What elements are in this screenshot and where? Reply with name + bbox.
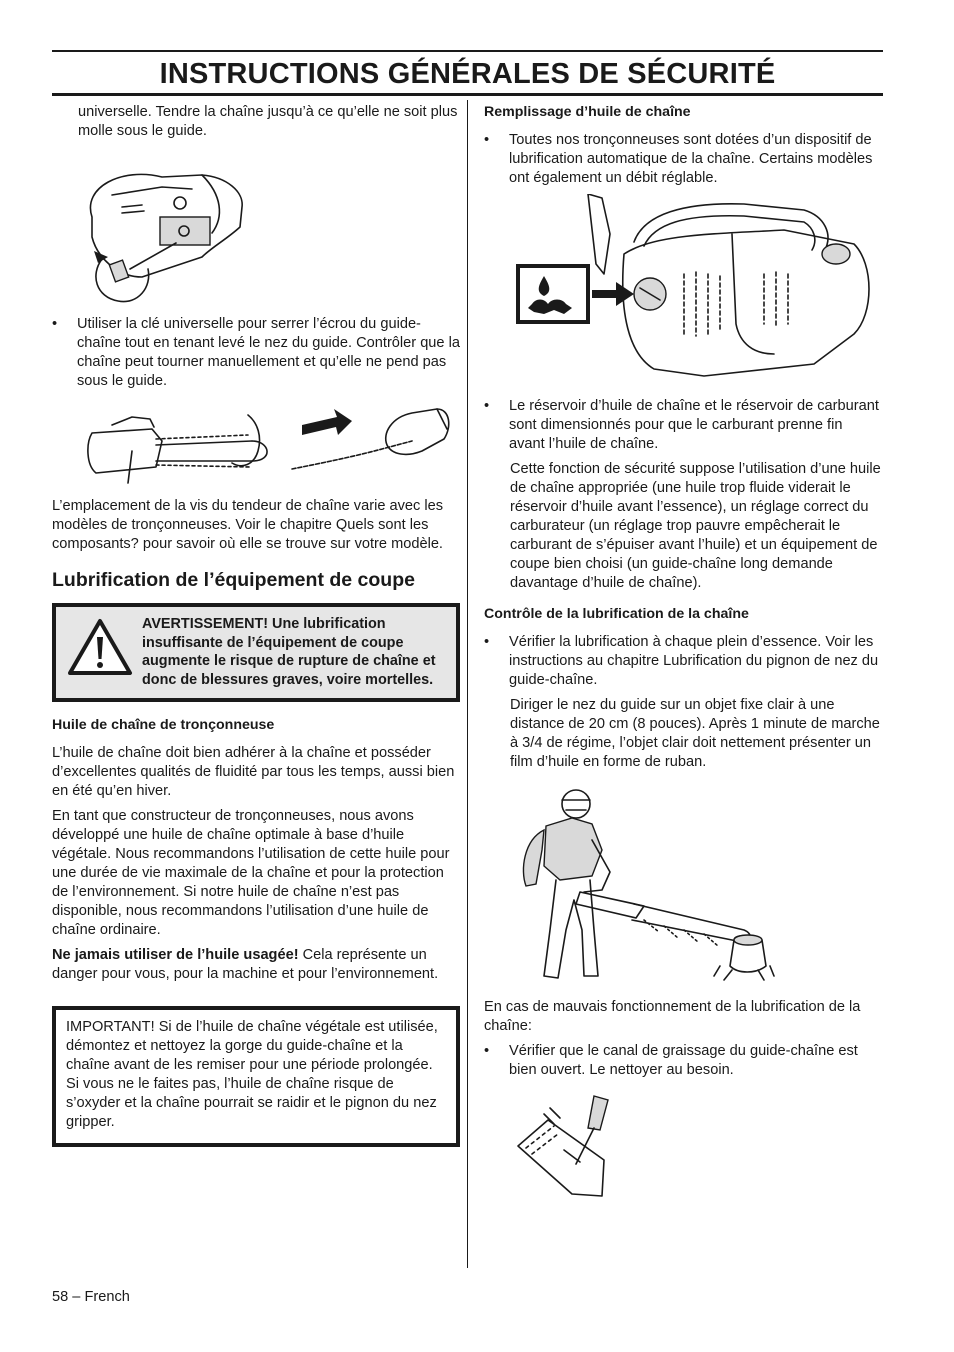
continued-paragraph: universelle. Tendre la chaîne jusqu’à ce qu’elle ne soit plus molle sous le guide. [78, 104, 458, 139]
chain-oil-paragraph-2: En tant que constructeur de tronçonneuses, nous avons développé une huile de chaîne optimale à base d’huile végétale. Nous recommandons l’utilisation de cette huile pour une durée de vie maximale de la chaîne et pour la protection de l’environnement. Si notre huile de chaîne n’est pas disponible, nous recommandons l’utilisation d’une huile de chaîne ordinaire. [52, 808, 450, 938]
chain-oil-paragraph-1: L’huile de chaîne doit bien adhérer à la chaîne et posséder d’excellentes qualités de fluidité par tous les temps, aussi bien en été qu’en hiver. [52, 745, 455, 799]
used-oil-rest: Cela représente un danger pour vous, pour la machine et pour l’environnement. [52, 947, 439, 982]
chain-tension-illustration [52, 147, 460, 307]
screw-location-paragraph: L’emplacement de la vis du tendeur de chaîne varie avec les modèles de tronçonneuses. Voir le chapitre Quels sont les composants? pour savoir où elle se trouve sur votre modèle. [52, 498, 444, 552]
header-rule-bottom [52, 93, 883, 96]
lubrication-section-title: Lubrification de l’équipement de coupe [52, 569, 415, 591]
warning-box [52, 603, 460, 702]
check-lubrication-bullet: • Vérifier la lubrification à chaque plein d’essence. Voir les instructions au chapitre Lubrification du pignon de nez du guide-chaîne. [484, 633, 882, 690]
safety-function-paragraph: Cette fonction de sécurité suppose l’utilisation d’une huile de chaîne appropriée (une huile trop fluide viderait le réservoir d’huile avant l’essence), un réglage correct du carburateur (un réglage trop pauvre empêcherait le carburant de s’épuiser avant l’huile) et un équipement de coupe bien choisi (un guide-chaîne long demande davantage d’huile de chaîne). [510, 461, 881, 591]
header-rule-top [52, 50, 883, 52]
channel-check-bullet: • Vérifier que le canal de graissage du guide-chaîne est bien ouvert. Le nettoyer au besoin. [484, 1042, 882, 1080]
right-column [484, 103, 882, 1218]
tank-size-bullet: • Le réservoir d’huile de chaîne et le réservoir de carburant sont dimensionnés pour que le carburant prenne fin avant l’huile de chaîne. [484, 397, 882, 454]
page-footer: 58 – French [52, 1289, 130, 1305]
direct-nose-paragraph: Diriger le nez du guide sur un objet fixe clair à une distance de 20 cm (8 pouces). Après 1 minute de marche à 3/4 de régime, l’objet clair doit nettement présenter un film d’huile en forme de ruban. [510, 697, 880, 770]
column-divider [467, 100, 468, 1268]
auto-lubrication-bullet: • Toutes nos tronçonneuses sont dotées d’un dispositif de lubrification automatique de la chaîne. Certains modèles ont également un débit réglable. [484, 131, 882, 188]
used-oil-paragraph [52, 946, 460, 984]
guide-bar-cleaning-illustration [484, 1090, 882, 1210]
important-box: IMPORTANT! Si de l’huile de chaîne végétale est utilisée, démontez et nettoyez la gorge du guide-chaîne et la chaîne avant de les remiser pour une période prolongée. Si vous ne le faites pas, l’huile de chaîne risque de s’oxyder et la chaîne pourrait se raidir et le pignon du nez gripper. [52, 1006, 460, 1147]
warning-text: AVERTISSEMENT! Une lubrification insuffisante de l’équipement de coupe augmente le risque de rupture de chaîne et donc de blessures graves, voire mortelles. [142, 616, 436, 688]
left-column [52, 103, 460, 1147]
tighten-instruction: • Utiliser la clé universelle pour serrer l’écrou du guide-chaîne tout en tenant levé le nez du guide. Contrôler que la chaîne peut tourner manuellement et qu’elle ne pend pas sous le guide. [52, 315, 460, 391]
chain-check-illustration [52, 403, 460, 489]
used-oil-bold: Ne jamais utiliser de l’huile usagée! [52, 947, 299, 963]
lubrication-check-subheading: Contrôle de la lubrification de la chaîne [484, 606, 749, 622]
operator-oil-test-illustration [484, 780, 882, 990]
chain-oil-subheading: Huile de chaîne de tronçonneuse [52, 717, 275, 733]
oil-filling-subheading: Remplissage d’huile de chaîne [484, 104, 691, 120]
oil-adjustment-illustration [484, 194, 882, 389]
malfunction-paragraph: En cas de mauvais fonctionnement de la lubrification de la chaîne: [484, 999, 861, 1034]
page-title: INSTRUCTIONS GÉNÉRALES DE SÉCURITÉ [159, 58, 776, 90]
warning-triangle-icon [66, 615, 138, 689]
